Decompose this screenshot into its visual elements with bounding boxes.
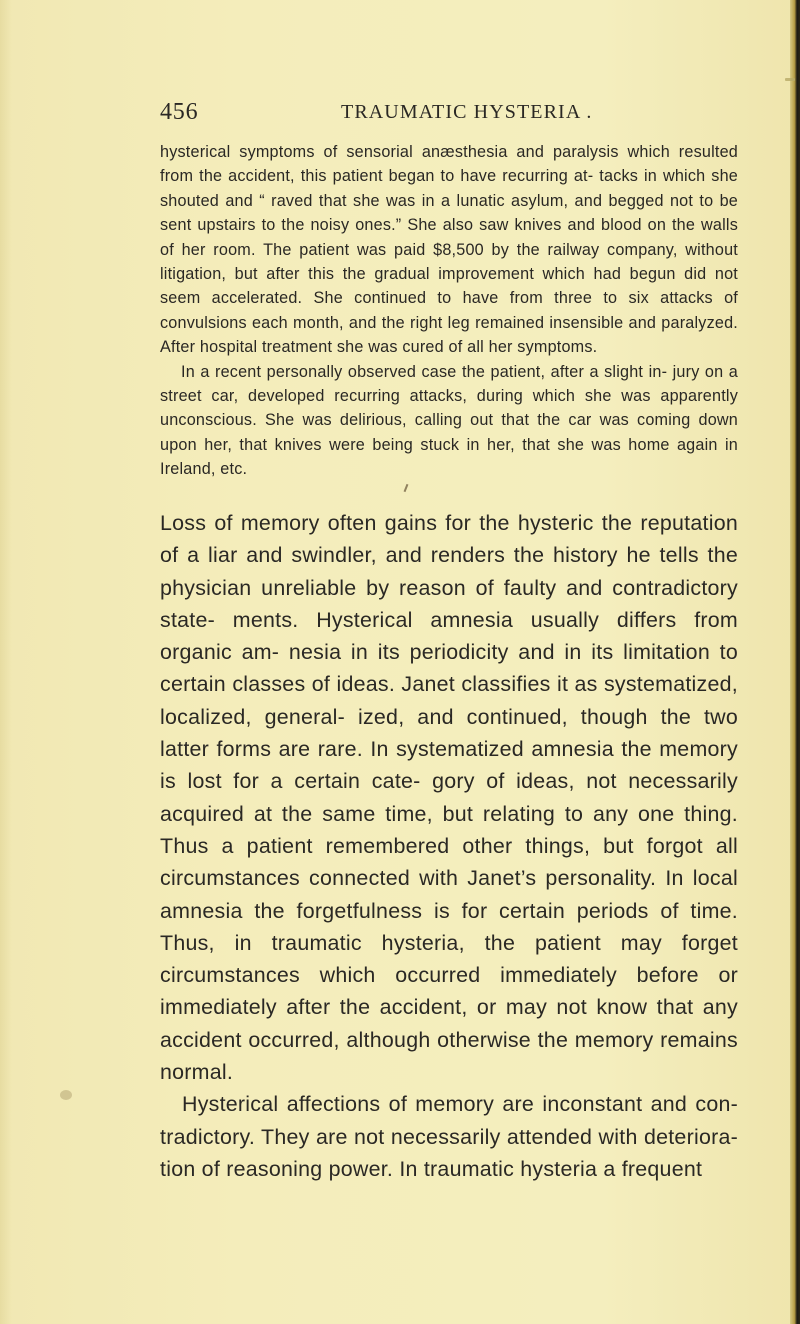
page-number: 456 [160,99,199,125]
main-text-section [160,507,738,1185]
page-header [160,97,770,127]
page-right-edge [790,0,800,1324]
paper-speck [60,1090,72,1100]
page-gutter-shadow [0,0,12,1324]
print-mark [404,484,409,492]
small-print-section [160,140,738,482]
body-paragraph: Hysterical affections of memory are inconstant and con- tradictory. They are not necessarily attended with deteriora- tion of reasoning power. In traumatic hysteria a frequent [160,1092,738,1181]
paper-speck [785,78,795,81]
body-paragraph: Loss of memory often gains for the hysteric the reputation of a liar and swindler, and renders the history he tells the physician unreliable by reason of faulty and contradictory state- ments. Hysterical amnesia usually differs from organic am- nesia in its periodicity and in its limitation to certain classes of ideas. Janet classifies it as systematized, localized, general- ized, and continued, though the two latter forms are rare. In systematized amnesia the memory is lost for a certain cate- gory of ideas, not necessarily acquired at the same time, but relating to any one thing. Thus a patient remembered other things, but forgot all circumstances connected with Janet’s personality. In local amnesia the forgetfulness is for certain periods of time. Thus, in traumatic hysteria, the patient may forget circumstances which occurred immediately before or immediately after the accident, or may not know that any accident occurred, although otherwise the memory remains normal. [160,511,738,1085]
small-paragraph: hysterical symptoms of sensorial anæsthesia and paralysis which resulted from the accident, this patient began to have recurring at- tacks in which she shouted and “ raved that she was in a lunatic asylum, and begged not to be sent upstairs to the noisy ones.” She also saw knives and blood on the walls of her room. The patient was paid $8,500 by the railway company, without litigation, but after this the gradual improvement which had begun did not seem accelerated. She continued to have from three to six attacks of convulsions each month, and the right leg remained insensible and paralyzed. After hospital treatment she was cured of all her symptoms. [160,143,738,357]
small-paragraph: In a recent personally observed case the patient, after a slight in- jury on a street car, developed recurring attacks, during which she was apparently unconscious. She was delirious, calling out that the car was coming down upon her, that knives were being stuck in her, that she was home again in Ireland, etc. [160,362,738,479]
running-title: TRAUMATIC HYSTERIA . [341,101,593,123]
